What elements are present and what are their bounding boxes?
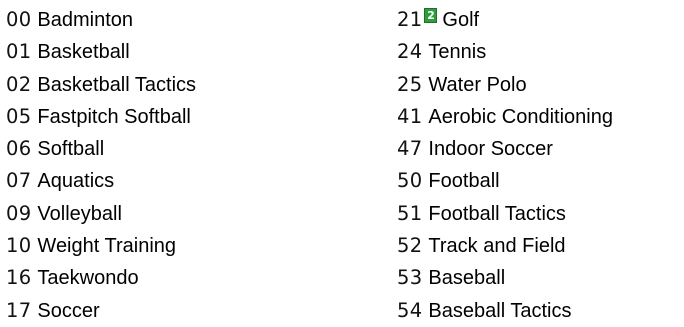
course-name: Softball: [37, 138, 105, 161]
course-code: 00: [6, 8, 32, 31]
course-code: 53: [397, 266, 423, 290]
list-item: [6, 36, 196, 68]
course-name: Weight Training: [37, 235, 177, 258]
course-name: Track and Field: [428, 235, 566, 258]
list-item: [6, 101, 196, 133]
course-code: 07: [6, 169, 32, 193]
list-item: [397, 262, 613, 294]
course-code: 51: [397, 201, 423, 225]
list-item: [397, 165, 613, 197]
course-name: Tennis: [428, 41, 487, 64]
course-code: 54: [397, 298, 423, 322]
course-code: 21: [397, 8, 423, 31]
list-item: [6, 69, 196, 101]
course-name: Golf: [442, 9, 480, 31]
course-code: 06: [6, 137, 32, 161]
course-name: Basketball Tactics: [37, 73, 197, 96]
list-item: [397, 230, 613, 262]
list-item: [397, 295, 613, 327]
course-code: 05: [6, 104, 32, 128]
list-item: [6, 295, 196, 327]
course-code: 52: [397, 234, 423, 258]
course-name: Football: [428, 170, 500, 193]
course-code: 41: [397, 104, 423, 128]
course-code: 50: [397, 169, 423, 193]
list-item: [397, 36, 613, 68]
list-item: [397, 69, 613, 101]
course-code: 17: [6, 298, 32, 322]
list-item: [6, 165, 196, 197]
course-name: Baseball Tactics: [428, 299, 572, 322]
course-name: Taekwondo: [37, 267, 139, 290]
list-item: [6, 198, 196, 230]
course-name: Volleyball: [37, 202, 122, 225]
course-name: Basketball: [37, 41, 130, 64]
course-code: 01: [6, 40, 32, 64]
course-name: Aerobic Conditioning: [428, 105, 613, 128]
course-code: 24: [397, 40, 423, 64]
course-name: Aquatics: [37, 170, 115, 193]
course-name: Water Polo: [428, 73, 527, 96]
course-code: 09: [6, 201, 32, 225]
course-code: 47: [397, 137, 423, 161]
course-code: 25: [397, 72, 423, 96]
right-course-list: [397, 4, 613, 327]
course-name: Fastpitch Softball: [37, 105, 191, 128]
list-item: [397, 4, 613, 36]
list-item: [397, 198, 613, 230]
course-code: 02: [6, 72, 32, 96]
left-course-list: [6, 4, 196, 327]
course-code: 16: [6, 266, 32, 290]
list-item: [397, 133, 613, 165]
list-item: [397, 101, 613, 133]
course-name: Badminton: [37, 9, 134, 31]
list-item: [6, 262, 196, 294]
course-name: Football Tactics: [428, 202, 566, 225]
course-code: 10: [6, 234, 32, 258]
list-item: [6, 133, 196, 165]
course-name: Indoor Soccer: [428, 138, 553, 161]
course-name: Baseball: [428, 267, 506, 290]
badge-2-icon: 2: [424, 8, 437, 23]
list-item: [6, 4, 196, 36]
list-item: [6, 230, 196, 262]
course-name: Soccer: [37, 299, 100, 322]
